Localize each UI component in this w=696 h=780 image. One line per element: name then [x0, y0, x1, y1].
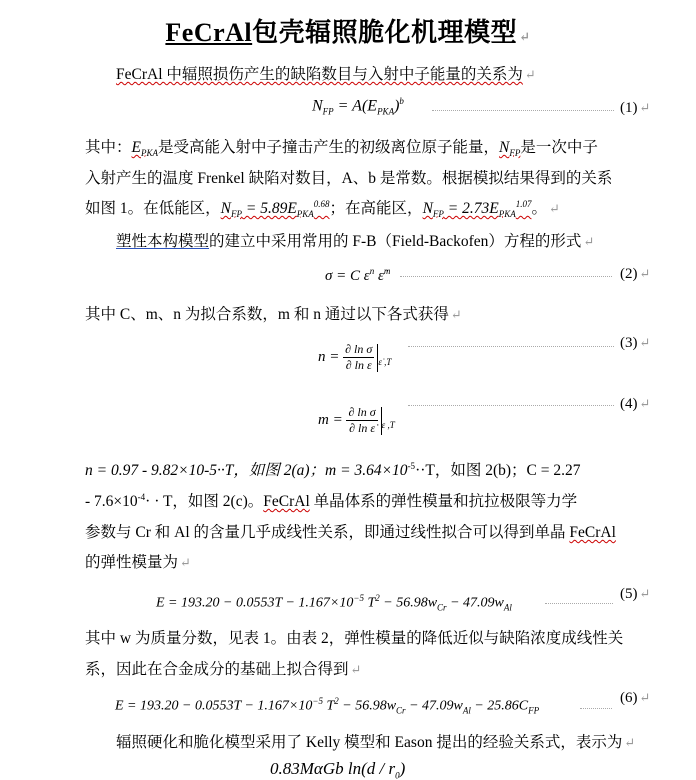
equation-number-6: (6) ↵	[620, 690, 651, 706]
paragraph-5-line-2: ‐ $7.6\times 10^{‐4}\cdot \cdot T$，如图 2(c)。FeCrAl 单晶体系的弹性模量和抗拉极限等力学	[85, 491, 578, 510]
equation-6: $E = 193.20 - 0.0553T - 1.167\times 10^{-5}$ $T^2 - 56.98w_{Cr} - 47.09w_{Al} - 25.86C_{FP}$	[115, 696, 540, 716]
equation-3: n = $\frac{\text{∂ ln σ}}{\text{∂ ln ε}}$ $_{\varepsiloṅ ,T}$	[318, 342, 392, 372]
paragraph-2-line-3: 如图 1。在低能区，$N_{FP} = 5.89E_{PKA}^{0.68}$；在高能区，$N_{FP} = 2.73E_{PKA}^{1.07}$。 ↵	[85, 198, 560, 220]
leader-dots	[432, 110, 614, 111]
paragraph-mark-icon: ↵	[524, 67, 536, 82]
leader-dots	[400, 276, 612, 277]
equation-1: $N_{FP} = A(E_{PKA})^b$	[312, 96, 404, 117]
title-latin: FeCrAl	[165, 18, 253, 47]
paragraph-5-line-4: 的弹性模量为 ↵	[85, 554, 191, 571]
paragraph-3: 塑性本构模型的建立中采用常用的 F-B（Field-Backofen）方程的形式 ↵	[116, 233, 595, 250]
equation-number-4: (4) ↵	[620, 396, 651, 412]
paragraph-6-line-1: 其中 w 为质量分数，见表 1。由表 2，弹性模量的降低近似与缺陷浓度成线性关	[85, 630, 624, 647]
equation-7-partial: 0.83MαGb $\ln(d / r_0)$	[270, 759, 406, 780]
paragraph-2-line-2: 入射产生的温度 Frenkel 缺陷对数目，A、b 是常数。根据模拟结果得到的关系	[85, 170, 613, 187]
paragraph-5-line-3: 参数与 Cr 和 Al 的含量几乎成线性关系，即通过线性拟合可以得到单晶 FeCrAl	[85, 524, 616, 541]
equation-4: m = $\frac{\text{∂ ln σ}}{\text{∂ ln ε̇}}$ $_{\varepsilon ,T}$	[318, 405, 395, 435]
paragraph-4: 其中 C、m、n 为拟合系数，m 和 n 通过以下各式获得 ↵	[85, 306, 462, 323]
paragraph-6-line-2: 系，因此在合金成分的基础上拟合得到 ↵	[85, 661, 362, 678]
equation-number-2: (2) ↵	[620, 266, 651, 282]
paragraph-1: FeCrAl 中辐照损伤产生的缺陷数目与入射中子能量的关系为 ↵	[116, 66, 536, 83]
leader-dots	[545, 603, 613, 604]
title-rest: 包壳辐照脆化机理模型	[252, 18, 518, 47]
equation-number-5: (5) ↵	[620, 586, 651, 602]
leader-dots	[408, 346, 614, 347]
leader-dots	[580, 708, 612, 709]
paragraph-5-line-1: n = 0.97 ‐ 9.82×10-5··T，如图 2(a)；$m = 3.64\times 10^{‐5}\cdot\cdot T$，如图 2(b)；C = 2.27	[85, 460, 581, 479]
paragraph-2-line-1: 其中：$E_{PKA}$是受高能入射中子撞击产生的初级离位原子能量，$N_{FP}$是一次中子	[85, 139, 598, 159]
page-title	[0, 12, 696, 49]
paragraph-7: 辐照硬化和脆化模型采用了 Kelly 模型和 Eason 提出的经验关系式，表示为 ↵	[116, 734, 636, 751]
leader-dots	[408, 405, 614, 406]
equation-2: σ = C $\varepsilon^n$ ε̇$^m$	[325, 266, 391, 284]
equation-number-1: (1) ↵	[620, 100, 651, 116]
equation-number-3: (3) ↵	[620, 335, 651, 351]
equation-5: $E = 193.20 - 0.0553T - 1.167\times 10^{-5}$ $T^2 - 56.98w_{Cr} - 47.09w_{Al}$	[156, 593, 512, 613]
paragraph-mark-icon: ↵	[519, 29, 531, 44]
